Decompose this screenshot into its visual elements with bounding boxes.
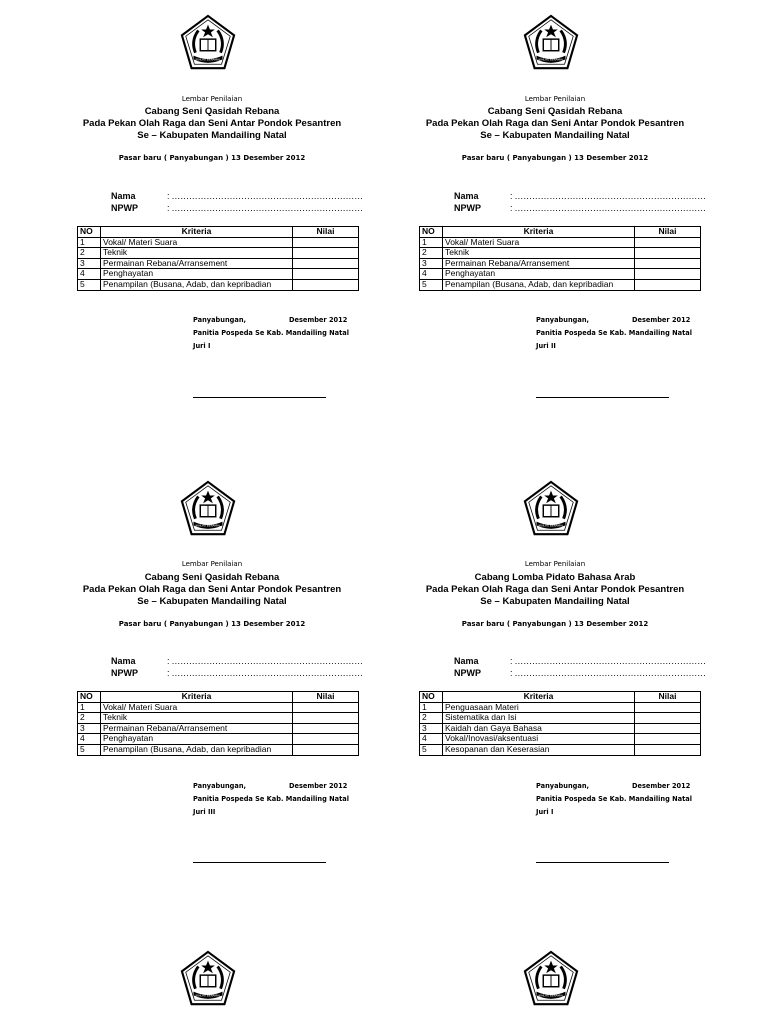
npwp-field[interactable] bbox=[454, 668, 706, 678]
signature-block bbox=[193, 780, 349, 819]
sheet-heading: Lembar Penilaian bbox=[524, 95, 586, 103]
table-row bbox=[420, 713, 701, 724]
table-row bbox=[420, 702, 701, 713]
name-field[interactable] bbox=[454, 656, 706, 666]
sheet-heading: Lembar Penilaian bbox=[524, 560, 586, 568]
sig-committee: Panitia Pospeda Se Kab. Mandailing Natal bbox=[193, 329, 349, 337]
score-cell[interactable] bbox=[635, 713, 701, 724]
row-no: 2 bbox=[420, 248, 443, 259]
score-cell[interactable] bbox=[635, 279, 701, 290]
row-criteria: Penampilan (Busana, Adab, dan kepribadian bbox=[101, 744, 293, 755]
row-criteria: Vokal/ Materi Suara bbox=[101, 237, 293, 248]
col-no-header: NO bbox=[420, 692, 443, 703]
sheet-heading: Lembar Penilaian bbox=[181, 560, 243, 568]
table-row bbox=[420, 237, 701, 248]
row-criteria: Penampilan (Busana, Adab, dan kepribadian bbox=[443, 279, 635, 290]
sig-date: Desember 2012 bbox=[289, 782, 348, 790]
criteria-table bbox=[77, 691, 359, 756]
row-no: 4 bbox=[420, 269, 443, 280]
col-kriteria-header: Kriteria bbox=[101, 692, 293, 703]
score-cell[interactable] bbox=[293, 723, 359, 734]
score-cell[interactable] bbox=[293, 702, 359, 713]
sheet-title-2: Pada Pekan Olah Raga dan Seni Antar Pondok Pesantren bbox=[82, 118, 342, 129]
table-row bbox=[78, 237, 359, 248]
col-kriteria-header: Kriteria bbox=[443, 692, 635, 703]
row-no: 2 bbox=[78, 248, 101, 259]
sheet-title-3: Se – Kabupaten Mandailing Natal bbox=[480, 596, 630, 607]
table-row bbox=[78, 258, 359, 269]
sig-place: Panyabungan, bbox=[193, 782, 247, 790]
sheet-title-3: Se – Kabupaten Mandailing Natal bbox=[137, 130, 287, 141]
score-cell[interactable] bbox=[293, 269, 359, 280]
name-field[interactable] bbox=[454, 191, 706, 201]
row-no: 1 bbox=[78, 237, 101, 248]
score-cell[interactable] bbox=[293, 248, 359, 259]
row-no: 3 bbox=[78, 723, 101, 734]
place-date: Pasar baru ( Panyabungan ) 13 Desember 2012 bbox=[461, 154, 649, 162]
kemenag-emblem-icon bbox=[179, 14, 237, 72]
sig-place: Panyabungan, bbox=[536, 316, 590, 324]
row-criteria: Vokal/Inovasi/aksentuasi bbox=[443, 734, 635, 745]
table-row bbox=[78, 702, 359, 713]
name-field[interactable] bbox=[111, 191, 363, 201]
sheet-title-1: Cabang Lomba Pidato Bahasa Arab bbox=[474, 572, 636, 583]
row-criteria: Vokal/ Materi Suara bbox=[443, 237, 635, 248]
sig-place: Panyabungan, bbox=[536, 782, 590, 790]
signature-block bbox=[193, 314, 349, 353]
score-cell[interactable] bbox=[635, 744, 701, 755]
row-criteria: Teknik bbox=[101, 713, 293, 724]
npwp-dots: : ………………………………………………………… bbox=[167, 203, 363, 213]
criteria-table bbox=[77, 226, 359, 291]
sheet-title-2: Pada Pekan Olah Raga dan Seni Antar Pondok Pesantren bbox=[425, 584, 685, 595]
row-criteria: Kesopanan dan Keserasian bbox=[443, 744, 635, 755]
sig-juri: Juri II bbox=[536, 342, 556, 350]
score-cell[interactable] bbox=[635, 723, 701, 734]
row-no: 3 bbox=[420, 723, 443, 734]
table-row bbox=[420, 279, 701, 290]
row-criteria: Sistematika dan Isi bbox=[443, 713, 635, 724]
col-kriteria-header: Kriteria bbox=[101, 227, 293, 238]
table-row bbox=[78, 734, 359, 745]
score-cell[interactable] bbox=[293, 258, 359, 269]
npwp-label: NPWP bbox=[454, 668, 481, 678]
assessment-sheet-juri-1 bbox=[78, 10, 418, 450]
row-no: 4 bbox=[78, 269, 101, 280]
row-no: 3 bbox=[420, 258, 443, 269]
row-no: 2 bbox=[420, 713, 443, 724]
row-no: 5 bbox=[78, 279, 101, 290]
name-dots: : ………………………………………………………… bbox=[510, 191, 706, 201]
sig-committee: Panitia Pospeda Se Kab. Mandailing Natal bbox=[536, 329, 692, 337]
score-cell[interactable] bbox=[635, 734, 701, 745]
sig-juri: Juri III bbox=[193, 808, 216, 816]
row-criteria: Penghayatan bbox=[101, 734, 293, 745]
npwp-label: NPWP bbox=[111, 668, 138, 678]
score-cell[interactable] bbox=[293, 279, 359, 290]
signature-line bbox=[536, 862, 669, 863]
row-criteria: Kaidah dan Gaya Bahasa bbox=[443, 723, 635, 734]
col-nilai-header: Nilai bbox=[293, 227, 359, 238]
signature-block bbox=[536, 780, 692, 819]
row-criteria: Permainan Rebana/Arransement bbox=[101, 258, 293, 269]
col-no-header: NO bbox=[420, 227, 443, 238]
table-row bbox=[78, 269, 359, 280]
table-row bbox=[420, 744, 701, 755]
col-no-header: NO bbox=[78, 227, 101, 238]
table-row bbox=[78, 248, 359, 259]
col-no-header: NO bbox=[78, 692, 101, 703]
row-no: 1 bbox=[420, 702, 443, 713]
place-date: Pasar baru ( Panyabungan ) 13 Desember 2012 bbox=[118, 620, 306, 628]
row-no: 3 bbox=[78, 258, 101, 269]
place-date: Pasar baru ( Panyabungan ) 13 Desember 2012 bbox=[118, 154, 306, 162]
score-cell[interactable] bbox=[635, 248, 701, 259]
sig-juri: Juri I bbox=[536, 808, 554, 816]
row-criteria: Vokal/ Materi Suara bbox=[101, 702, 293, 713]
npwp-field[interactable] bbox=[111, 203, 363, 213]
kemenag-emblem-icon bbox=[522, 950, 580, 1008]
npwp-label: NPWP bbox=[111, 203, 138, 213]
sheet-title-1: Cabang Seni Qasidah Rebana bbox=[487, 106, 623, 117]
npwp-dots: : ………………………………………………………… bbox=[510, 203, 706, 213]
score-cell[interactable] bbox=[635, 237, 701, 248]
name-dots: : ………………………………………………………… bbox=[167, 191, 363, 201]
table-row bbox=[420, 269, 701, 280]
table-row bbox=[78, 713, 359, 724]
col-kriteria-header: Kriteria bbox=[443, 227, 635, 238]
table-row bbox=[78, 744, 359, 755]
sheet-title-3: Se – Kabupaten Mandailing Natal bbox=[137, 596, 287, 607]
row-no: 1 bbox=[420, 237, 443, 248]
name-dots: : ………………………………………………………… bbox=[167, 656, 363, 666]
table-row bbox=[420, 258, 701, 269]
col-nilai-header: Nilai bbox=[635, 227, 701, 238]
row-criteria: Teknik bbox=[101, 248, 293, 259]
row-no: 5 bbox=[78, 744, 101, 755]
row-no: 5 bbox=[420, 279, 443, 290]
sig-date: Desember 2012 bbox=[632, 316, 691, 324]
sig-date: Desember 2012 bbox=[289, 316, 348, 324]
score-cell[interactable] bbox=[293, 713, 359, 724]
table-row bbox=[78, 279, 359, 290]
name-field[interactable] bbox=[111, 656, 363, 666]
criteria-table bbox=[419, 226, 701, 291]
npwp-field[interactable] bbox=[454, 203, 706, 213]
name-label: Nama bbox=[111, 191, 136, 201]
npwp-dots: : ………………………………………………………… bbox=[510, 668, 706, 678]
row-no: 4 bbox=[420, 734, 443, 745]
npwp-field[interactable] bbox=[111, 668, 363, 678]
signature-block bbox=[536, 314, 692, 353]
row-criteria: Penguasaan Materi bbox=[443, 702, 635, 713]
sheet-heading: Lembar Penilaian bbox=[181, 95, 243, 103]
row-criteria: Permainan Rebana/Arransement bbox=[101, 723, 293, 734]
kemenag-emblem-icon bbox=[179, 950, 237, 1008]
table-row bbox=[420, 734, 701, 745]
sheet-title-2: Pada Pekan Olah Raga dan Seni Antar Pondok Pesantren bbox=[82, 584, 342, 595]
sheet-title-1: Cabang Seni Qasidah Rebana bbox=[144, 572, 280, 583]
criteria-table bbox=[419, 691, 701, 756]
row-no: 5 bbox=[420, 744, 443, 755]
row-no: 1 bbox=[78, 702, 101, 713]
sheet-title-2: Pada Pekan Olah Raga dan Seni Antar Pondok Pesantren bbox=[425, 118, 685, 129]
assessment-sheet-juri-2 bbox=[421, 10, 761, 450]
row-criteria: Penghayatan bbox=[443, 269, 635, 280]
score-cell[interactable] bbox=[293, 744, 359, 755]
row-no: 2 bbox=[78, 713, 101, 724]
name-label: Nama bbox=[454, 656, 479, 666]
name-dots: : ………………………………………………………… bbox=[510, 656, 706, 666]
npwp-label: NPWP bbox=[454, 203, 481, 213]
name-label: Nama bbox=[111, 656, 136, 666]
kemenag-emblem-icon bbox=[522, 480, 580, 538]
score-cell[interactable] bbox=[293, 237, 359, 248]
sig-committee: Panitia Pospeda Se Kab. Mandailing Natal bbox=[536, 795, 692, 803]
assessment-sheet-pidato bbox=[421, 476, 761, 916]
assessment-sheet-juri-3 bbox=[78, 476, 418, 916]
kemenag-emblem-icon bbox=[179, 480, 237, 538]
row-criteria: Penghayatan bbox=[101, 269, 293, 280]
signature-line bbox=[193, 862, 326, 863]
sig-date: Desember 2012 bbox=[632, 782, 691, 790]
signature-line bbox=[193, 397, 326, 398]
sig-committee: Panitia Pospeda Se Kab. Mandailing Natal bbox=[193, 795, 349, 803]
score-cell[interactable] bbox=[293, 734, 359, 745]
score-cell[interactable] bbox=[635, 702, 701, 713]
sig-juri: Juri I bbox=[193, 342, 211, 350]
col-nilai-header: Nilai bbox=[293, 692, 359, 703]
row-criteria: Teknik bbox=[443, 248, 635, 259]
sheet-title-1: Cabang Seni Qasidah Rebana bbox=[144, 106, 280, 117]
score-cell[interactable] bbox=[635, 258, 701, 269]
table-row bbox=[78, 723, 359, 734]
table-row bbox=[420, 248, 701, 259]
row-no: 4 bbox=[78, 734, 101, 745]
sheet-title-3: Se – Kabupaten Mandailing Natal bbox=[480, 130, 630, 141]
col-nilai-header: Nilai bbox=[635, 692, 701, 703]
signature-line bbox=[536, 397, 669, 398]
table-row bbox=[420, 723, 701, 734]
kemenag-emblem-icon bbox=[522, 14, 580, 72]
place-date: Pasar baru ( Panyabungan ) 13 Desember 2012 bbox=[461, 620, 649, 628]
score-cell[interactable] bbox=[635, 269, 701, 280]
name-label: Nama bbox=[454, 191, 479, 201]
row-criteria: Permainan Rebana/Arransement bbox=[443, 258, 635, 269]
sig-place: Panyabungan, bbox=[193, 316, 247, 324]
row-criteria: Penampilan (Busana, Adab, dan kepribadian bbox=[101, 279, 293, 290]
npwp-dots: : ………………………………………………………… bbox=[167, 668, 363, 678]
